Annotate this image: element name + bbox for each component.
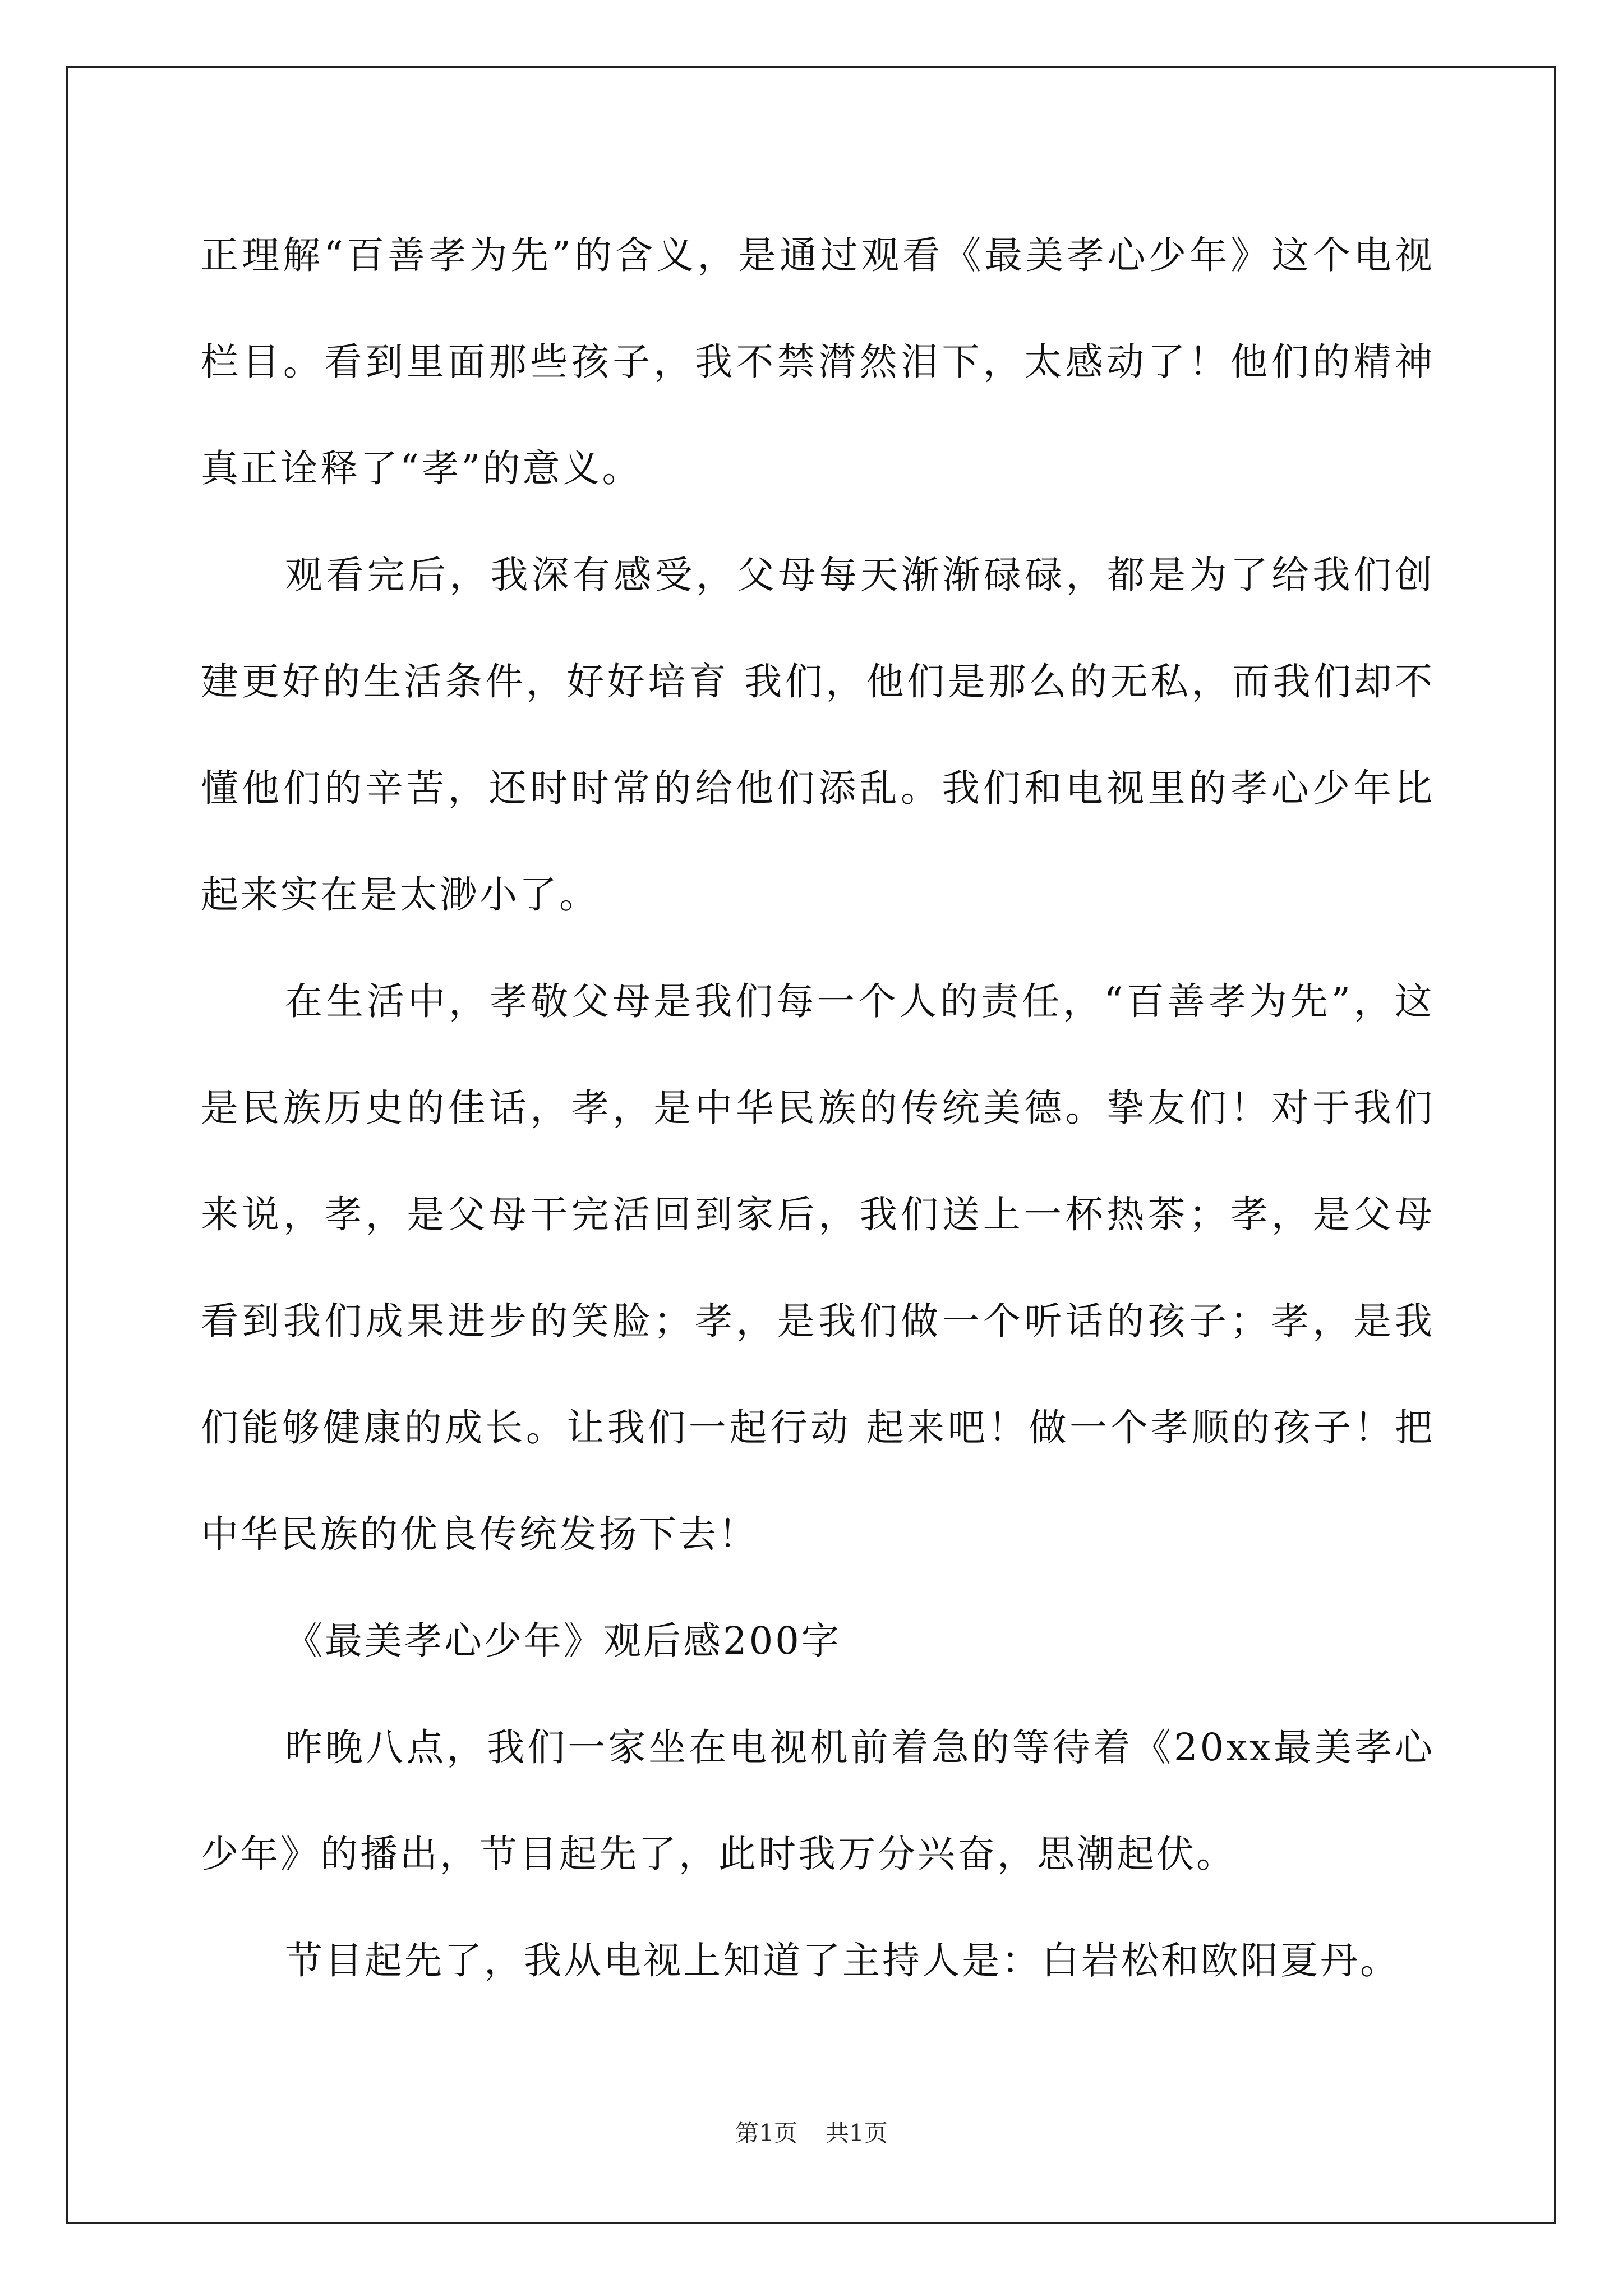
section-subtitle: 《最美孝心少年》观后感200字 [285, 1619, 841, 1663]
document-body [201, 202, 1435, 2014]
page-footer [0, 2115, 1623, 2148]
paragraph-1: 正理解“百善孝为先”的含义，是通过观看《最美孝心少年》这个电视栏目。看到里面那些孩子，我不禁潸然泪下，太感动了！他们的精神真正诠释了“孝”的意义。 [201, 233, 1435, 490]
paragraph-4: 昨晚八点，我们一家坐在电视机前着急的等待着《20xx最美孝心少年》的播出，节目起先了，此时我万分兴奋，思潮起伏。 [201, 1726, 1435, 1876]
page-total: 共1页 [826, 2119, 888, 2147]
paragraph-2: 观看完后，我深有感受，父母每天渐渐碌碌，都是为了给我们创建更好的生活条件，好好培育 我们，他们是那么的无私，而我们却不懂他们的辛苦，还时时常的给他们添乱。我们和电视里的孝心少年比起来实在是太渺小了。 [201, 553, 1435, 917]
page-number: 第1页 [735, 2119, 797, 2147]
paragraph-3: 在生活中，孝敬父母是我们每一个人的责任，“百善孝为先”，这是民族历史的佳话，孝，是中华民族的传统美德。挚友们！对于我们来说，孝，是父母干完活回到家后，我们送上一杯热茶；孝，是父母看到我们成果进步的笑脸；孝，是我们做一个听话的孩子；孝，是我们能够健康的成长。让我们一起行动 起来吧！做一个孝顺的孩子！把中华民族的优良传统发扬下去！ [201, 979, 1435, 1556]
paragraph-5: 节目起先了，我从电视上知道了主持人是：白岩松和欧阳夏丹。 [285, 1939, 1400, 1982]
